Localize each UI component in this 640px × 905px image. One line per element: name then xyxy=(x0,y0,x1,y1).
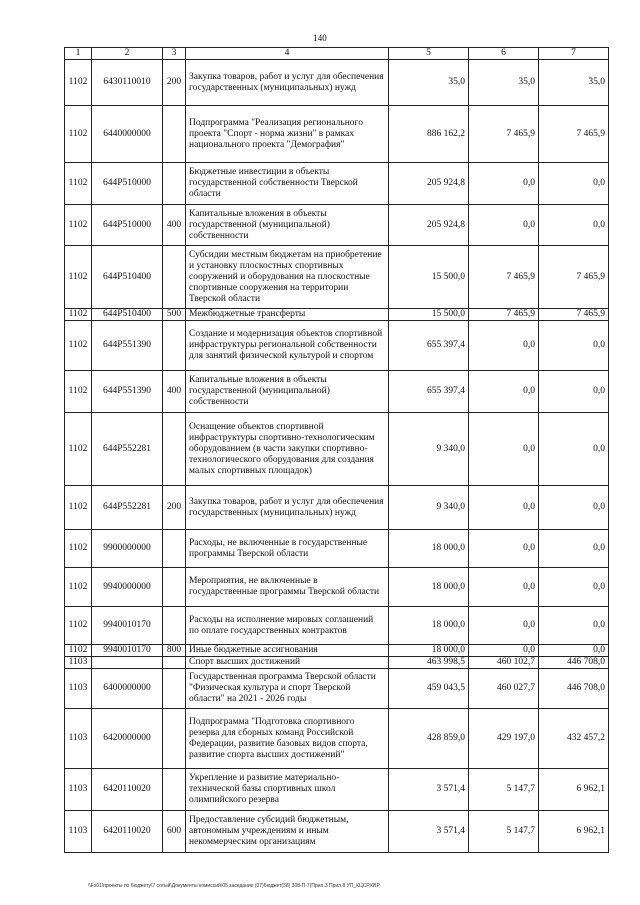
description-cell: Укрепление и развитие материально-технической базы спортивных школ олимпийского резерва xyxy=(186,769,389,811)
target-code-cell: 6440000000 xyxy=(92,106,163,163)
amount-year1-cell: 655 397,4 xyxy=(389,321,469,371)
target-code-cell xyxy=(92,657,163,669)
description-cell: Мероприятия, не включенные в государственные программы Тверской области xyxy=(186,568,389,607)
target-code-cell: 644P551390 xyxy=(92,371,163,413)
table-row xyxy=(65,205,609,246)
amount-year3-cell: 0,0 xyxy=(539,163,609,205)
description-cell: Субсидии местным бюджетам на приобретение и установку плоскостных спортивных сооружений и оборудования на плоскостные спортивные сооружения на территории Тверской области xyxy=(186,246,389,309)
target-code-cell: 6420000000 xyxy=(92,709,163,769)
target-code-cell: 644P510000 xyxy=(92,205,163,246)
table-row xyxy=(65,246,609,309)
table-row xyxy=(65,321,609,371)
section-code-cell: 1103 xyxy=(65,811,92,853)
table-row xyxy=(65,645,609,657)
section-code-cell: 1102 xyxy=(65,413,92,486)
expense-type-cell: 200 xyxy=(163,486,186,530)
section-code-cell: 1103 xyxy=(65,769,92,811)
section-code-cell: 1102 xyxy=(65,246,92,309)
expense-type-cell: 400 xyxy=(163,371,186,413)
amount-year2-cell: 460 102,7 xyxy=(469,657,539,669)
description-cell: Бюджетные инвестиции в объекты государственной собственности Тверской области xyxy=(186,163,389,205)
table-row xyxy=(65,568,609,607)
description-cell: Расходы, не включенные в государственные программы Тверской области xyxy=(186,530,389,568)
section-code-cell: 1102 xyxy=(65,309,92,321)
section-code-cell: 1102 xyxy=(65,163,92,205)
amount-year1-cell: 18 000,0 xyxy=(389,568,469,607)
amount-year3-cell: 0,0 xyxy=(539,371,609,413)
section-code-cell: 1102 xyxy=(65,106,92,163)
target-code-cell: 9940010170 xyxy=(92,645,163,657)
section-code-cell: 1102 xyxy=(65,607,92,645)
amount-year3-cell: 446 708,0 xyxy=(539,669,609,709)
description-cell: Государственная программа Тверской области "Физическая культура и спорт Тверской области" на 2021 - 2026 годы xyxy=(186,669,389,709)
expense-type-cell: 200 xyxy=(163,60,186,106)
amount-year3-cell: 0,0 xyxy=(539,530,609,568)
amount-year3-cell: 446 708,0 xyxy=(539,657,609,669)
header-row xyxy=(65,48,609,60)
description-cell: Закупка товаров, работ и услуг для обеспечения государственных (муниципальных) нужд xyxy=(186,486,389,530)
section-code-cell: 1102 xyxy=(65,205,92,246)
header-col-2: 2 xyxy=(92,48,163,60)
table-row xyxy=(65,657,609,669)
amount-year1-cell: 35,0 xyxy=(389,60,469,106)
amount-year1-cell: 428 859,0 xyxy=(389,709,469,769)
amount-year3-cell: 0,0 xyxy=(539,413,609,486)
section-code-cell: 1103 xyxy=(65,709,92,769)
amount-year1-cell: 655 397,4 xyxy=(389,371,469,413)
amount-year3-cell: 7 465,9 xyxy=(539,106,609,163)
footer-file-path: \\Fs01\проекты по бюджету\7 сотый\Документы комиссий\05 заседание (07)бюджет(38) 308-П-7(Прил.3 Прил.8 УП_КЦСР,КВР xyxy=(88,883,380,889)
target-code-cell: 644P552281 xyxy=(92,486,163,530)
table-row xyxy=(65,811,609,853)
expense-type-cell: 500 xyxy=(163,309,186,321)
page-number: 140 xyxy=(313,33,327,43)
description-cell: Предоставление субсидий бюджетным, автономным учреждениям и иным некоммерческим организациям xyxy=(186,811,389,853)
target-code-cell: 644P510400 xyxy=(92,309,163,321)
expense-type-cell: 400 xyxy=(163,205,186,246)
table-row xyxy=(65,530,609,568)
expense-type-cell xyxy=(163,709,186,769)
amount-year3-cell: 7 465,9 xyxy=(539,246,609,309)
description-cell: Подпрограмма "Подготовка спортивного резерва для сборных команд Российской Федерации, развитие базовых видов спорта, развитие спорта высших достижений" xyxy=(186,709,389,769)
table-row xyxy=(65,709,609,769)
amount-year3-cell: 0,0 xyxy=(539,205,609,246)
target-code-cell: 6420110020 xyxy=(92,769,163,811)
expense-type-cell xyxy=(163,413,186,486)
amount-year2-cell: 0,0 xyxy=(469,413,539,486)
amount-year2-cell: 7 465,9 xyxy=(469,106,539,163)
description-cell: Закупка товаров, работ и услуг для обеспечения государственных (муниципальных) нужд xyxy=(186,60,389,106)
amount-year1-cell: 3 571,4 xyxy=(389,811,469,853)
description-cell: Капитальные вложения в объекты государственной (муниципальной) собственности xyxy=(186,371,389,413)
amount-year3-cell: 0,0 xyxy=(539,568,609,607)
amount-year1-cell: 18 000,0 xyxy=(389,530,469,568)
target-code-cell: 644P552281 xyxy=(92,413,163,486)
table-row xyxy=(65,769,609,811)
section-code-cell: 1102 xyxy=(65,568,92,607)
header-col-5: 5 xyxy=(389,48,469,60)
amount-year2-cell: 5 147,7 xyxy=(469,811,539,853)
target-code-cell: 644P510000 xyxy=(92,163,163,205)
table-row xyxy=(65,413,609,486)
budget-table xyxy=(64,47,609,853)
amount-year2-cell: 429 197,0 xyxy=(469,709,539,769)
target-code-cell: 6430110010 xyxy=(92,60,163,106)
amount-year2-cell: 35,0 xyxy=(469,60,539,106)
amount-year2-cell: 0,0 xyxy=(469,163,539,205)
amount-year1-cell: 15 500,0 xyxy=(389,309,469,321)
target-code-cell: 9900000000 xyxy=(92,530,163,568)
amount-year2-cell: 0,0 xyxy=(469,321,539,371)
header-col-1: 1 xyxy=(65,48,92,60)
section-code-cell: 1102 xyxy=(65,60,92,106)
table-row xyxy=(65,163,609,205)
expense-type-cell xyxy=(163,321,186,371)
expense-type-cell xyxy=(163,530,186,568)
table-row xyxy=(65,486,609,530)
expense-type-cell xyxy=(163,246,186,309)
target-code-cell: 9940010170 xyxy=(92,607,163,645)
description-cell: Расходы на исполнение мировых соглашений по оплате государственных контрактов xyxy=(186,607,389,645)
amount-year1-cell: 886 162,2 xyxy=(389,106,469,163)
amount-year2-cell: 0,0 xyxy=(469,371,539,413)
description-cell: Капитальные вложения в объекты государственной (муниципальной) собственности xyxy=(186,205,389,246)
amount-year1-cell: 18 000,0 xyxy=(389,607,469,645)
table-row xyxy=(65,106,609,163)
description-cell: Оснащение объектов спортивной инфраструктуры спортивно-технологическим оборудованием (в части закупки спортивно-технологического оборудования для создания малых спортивных площадок) xyxy=(186,413,389,486)
expense-type-cell xyxy=(163,163,186,205)
amount-year3-cell: 432 457,2 xyxy=(539,709,609,769)
amount-year2-cell: 460 027,7 xyxy=(469,669,539,709)
amount-year3-cell: 7 465,9 xyxy=(539,309,609,321)
amount-year1-cell: 3 571,4 xyxy=(389,769,469,811)
target-code-cell: 6400000000 xyxy=(92,669,163,709)
target-code-cell: 9940000000 xyxy=(92,568,163,607)
amount-year1-cell: 15 500,0 xyxy=(389,246,469,309)
table-row xyxy=(65,669,609,709)
amount-year1-cell: 9 340,0 xyxy=(389,413,469,486)
amount-year3-cell: 6 962,1 xyxy=(539,769,609,811)
section-code-cell: 1103 xyxy=(65,657,92,669)
amount-year2-cell: 0,0 xyxy=(469,645,539,657)
amount-year2-cell: 0,0 xyxy=(469,568,539,607)
amount-year2-cell: 0,0 xyxy=(469,530,539,568)
section-code-cell: 1102 xyxy=(65,321,92,371)
description-cell: Подпрограмма "Реализация регионального проекта "Спорт - норма жизни" в рамках национального проекта "Демография" xyxy=(186,106,389,163)
section-code-cell: 1102 xyxy=(65,371,92,413)
header-col-3: 3 xyxy=(163,48,186,60)
table-row xyxy=(65,607,609,645)
header-col-7: 7 xyxy=(539,48,609,60)
amount-year2-cell: 0,0 xyxy=(469,607,539,645)
description-cell: Иные бюджетные ассигнования xyxy=(186,645,389,657)
amount-year3-cell: 6 962,1 xyxy=(539,811,609,853)
expense-type-cell: 600 xyxy=(163,811,186,853)
expense-type-cell: 800 xyxy=(163,645,186,657)
table-row xyxy=(65,371,609,413)
section-code-cell: 1102 xyxy=(65,486,92,530)
section-code-cell: 1102 xyxy=(65,530,92,568)
expense-type-cell xyxy=(163,106,186,163)
header-col-4: 4 xyxy=(186,48,389,60)
amount-year3-cell: 0,0 xyxy=(539,645,609,657)
section-code-cell: 1102 xyxy=(65,645,92,657)
expense-type-cell xyxy=(163,669,186,709)
amount-year2-cell: 0,0 xyxy=(469,486,539,530)
amount-year2-cell: 5 147,7 xyxy=(469,769,539,811)
amount-year2-cell: 7 465,9 xyxy=(469,246,539,309)
expense-type-cell xyxy=(163,769,186,811)
amount-year3-cell: 0,0 xyxy=(539,486,609,530)
expense-type-cell xyxy=(163,657,186,669)
table-row xyxy=(65,60,609,106)
expense-type-cell xyxy=(163,568,186,607)
amount-year1-cell: 463 998,5 xyxy=(389,657,469,669)
target-code-cell: 6420110020 xyxy=(92,811,163,853)
expense-type-cell xyxy=(163,607,186,645)
amount-year1-cell: 9 340,0 xyxy=(389,486,469,530)
amount-year1-cell: 459 043,5 xyxy=(389,669,469,709)
amount-year1-cell: 205 924,8 xyxy=(389,205,469,246)
header-col-6: 6 xyxy=(469,48,539,60)
amount-year2-cell: 7 465,9 xyxy=(469,309,539,321)
target-code-cell: 644P551390 xyxy=(92,321,163,371)
amount-year1-cell: 18 000,0 xyxy=(389,645,469,657)
table-row xyxy=(65,309,609,321)
amount-year3-cell: 35,0 xyxy=(539,60,609,106)
description-cell: Создание и модернизация объектов спортивной инфраструктуры региональной собственности для занятий физической культурой и спортом xyxy=(186,321,389,371)
description-cell: Межбюджетные трансферты xyxy=(186,309,389,321)
target-code-cell: 644P510400 xyxy=(92,246,163,309)
section-code-cell: 1103 xyxy=(65,669,92,709)
amount-year1-cell: 205 924,8 xyxy=(389,163,469,205)
amount-year3-cell: 0,0 xyxy=(539,607,609,645)
amount-year3-cell: 0,0 xyxy=(539,321,609,371)
amount-year2-cell: 0,0 xyxy=(469,205,539,246)
description-cell: Спорт высших достижений xyxy=(186,657,389,669)
